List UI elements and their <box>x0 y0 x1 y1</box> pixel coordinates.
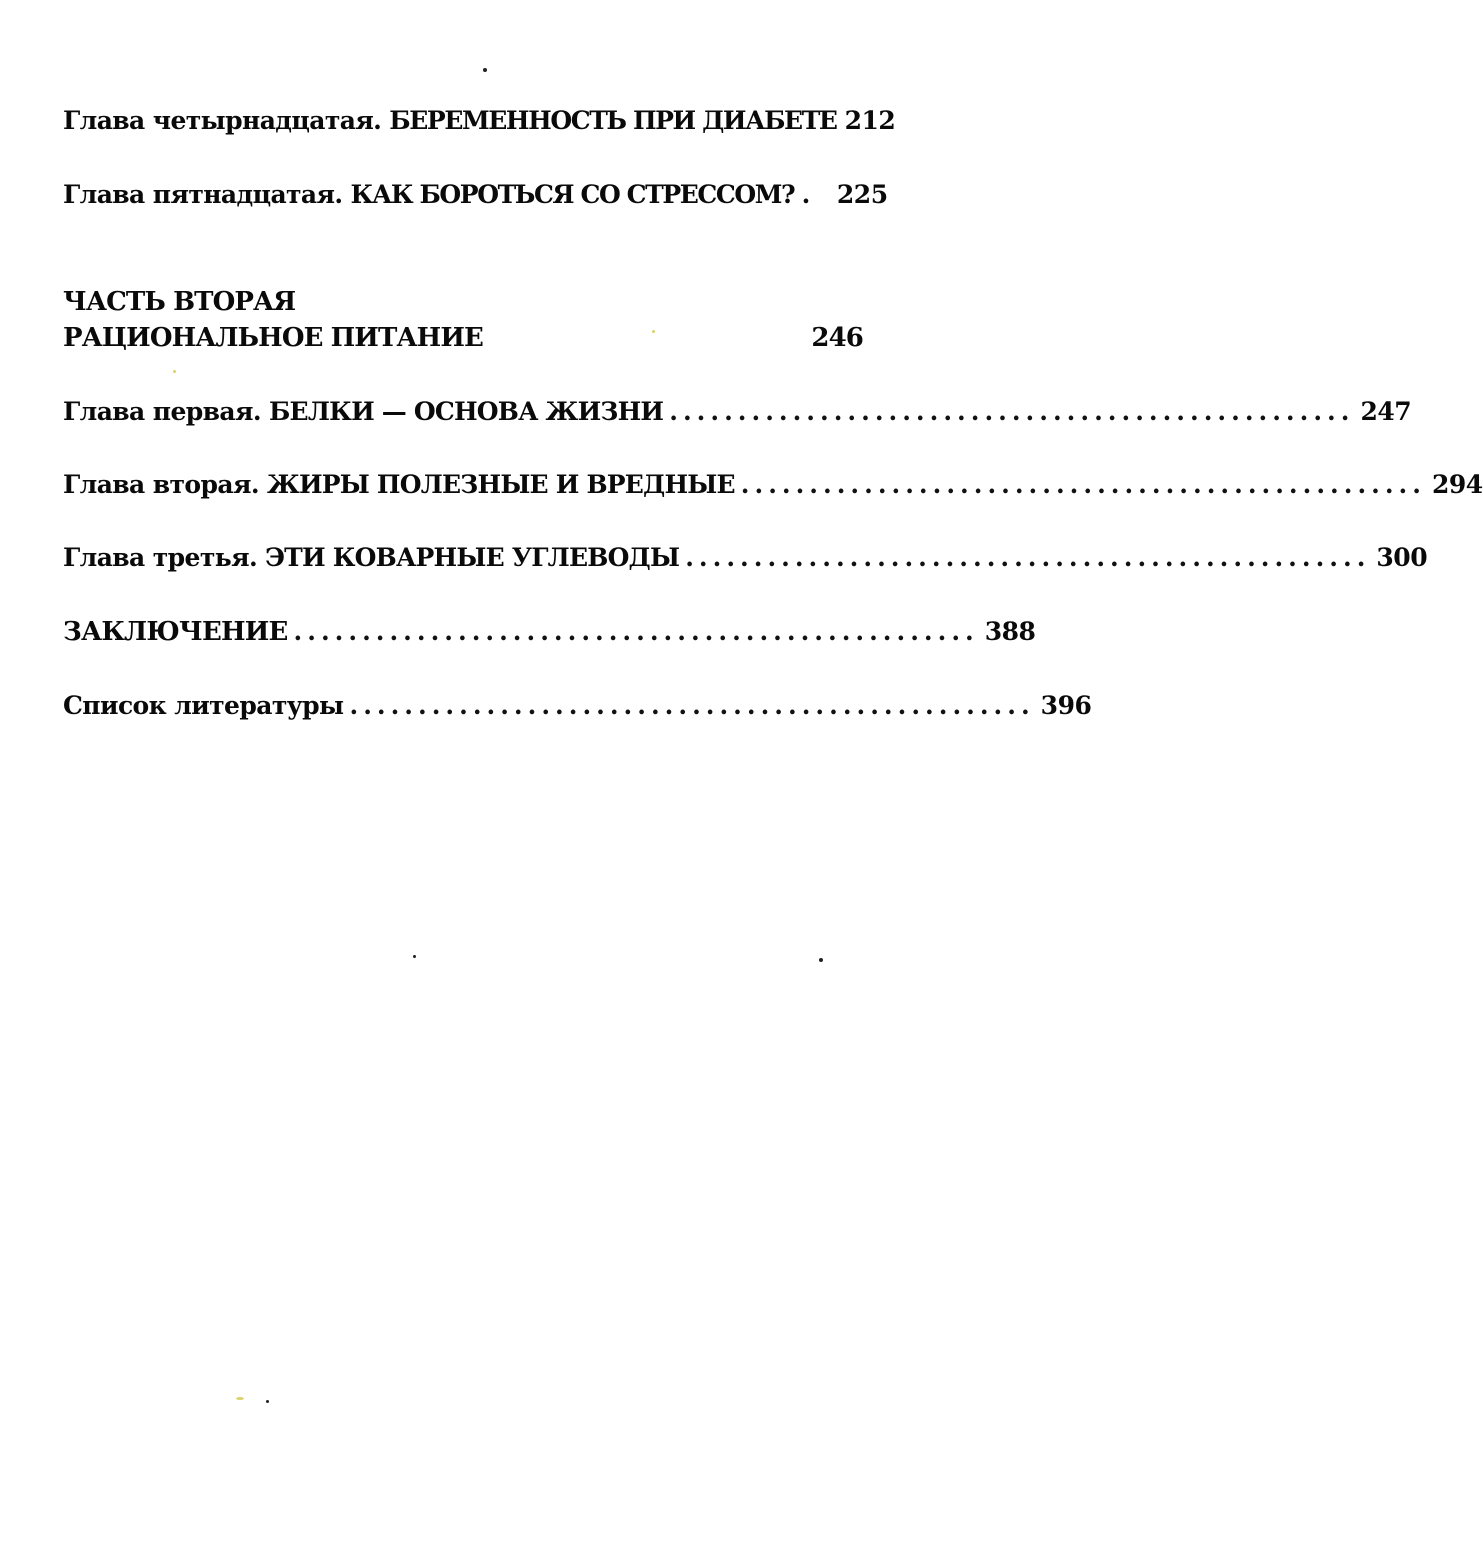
chapter-prefix: Глава пятнадцатая. <box>63 180 343 209</box>
dot-leader: .................................................. <box>740 470 1426 499</box>
scan-speck <box>652 330 655 333</box>
toc-entry-chapter-14[interactable] <box>63 101 896 141</box>
page-number: 212 <box>844 106 896 135</box>
toc-entry-chapter-15[interactable] <box>63 175 888 215</box>
page-number: 300 <box>1376 543 1428 572</box>
scan-speck <box>266 1400 269 1403</box>
chapter-prefix: Глава первая. <box>63 397 261 426</box>
chapter-title: ЭТИ КОВАРНЫЕ УГЛЕВОДЫ <box>265 543 680 572</box>
toc-entry-part2-chapter-1[interactable] <box>63 392 1412 432</box>
page-number: 246 <box>811 323 863 353</box>
chapter-title: БЕЛКИ — ОСНОВА ЖИЗНИ <box>269 397 664 426</box>
dot-leader: .................................................. <box>293 617 979 646</box>
page-number: 388 <box>984 617 1036 646</box>
scan-speck <box>413 955 416 958</box>
chapter-title: КАК БОРОТЬСЯ СО СТРЕССОМ? . <box>350 180 809 209</box>
scan-speck <box>483 68 487 72</box>
chapter-prefix: Глава третья. <box>63 543 258 572</box>
page-number: 247 <box>1360 397 1412 426</box>
toc-entry-part-2[interactable] <box>63 318 863 358</box>
page-number: 396 <box>1040 691 1092 720</box>
section-title: Список литературы <box>63 691 344 720</box>
scan-speck <box>236 1397 244 1400</box>
toc-entry-part2-chapter-2[interactable] <box>63 465 1483 505</box>
part-label: ЧАСТЬ ВТОРАЯ <box>63 287 296 317</box>
section-title: ЗАКЛЮЧЕНИЕ <box>63 617 288 647</box>
chapter-prefix: Глава четырнадцатая. <box>63 106 382 135</box>
page-number: 225 <box>836 180 888 209</box>
toc-entry-references[interactable] <box>63 686 1092 726</box>
chapter-title: ЖИРЫ ПОЛЕЗНЫЕ И ВРЕДНЫЕ <box>266 470 735 499</box>
dot-leader: .................................................. <box>669 397 1355 426</box>
part-title: РАЦИОНАЛЬНОЕ ПИТАНИЕ <box>63 323 483 353</box>
scan-speck <box>819 958 823 962</box>
page-number: 294 <box>1431 470 1483 499</box>
scan-speck <box>173 370 176 373</box>
toc-entry-conclusion[interactable] <box>63 612 1036 652</box>
toc-entry-part2-chapter-3[interactable] <box>63 538 1428 578</box>
chapter-prefix: Глава вторая. <box>63 470 259 499</box>
chapter-title: БЕРЕМЕННОСТЬ ПРИ ДИАБЕТЕ <box>389 106 837 135</box>
dot-leader: .................................................. <box>349 691 1035 720</box>
dot-leader: .................................................. <box>685 543 1371 572</box>
